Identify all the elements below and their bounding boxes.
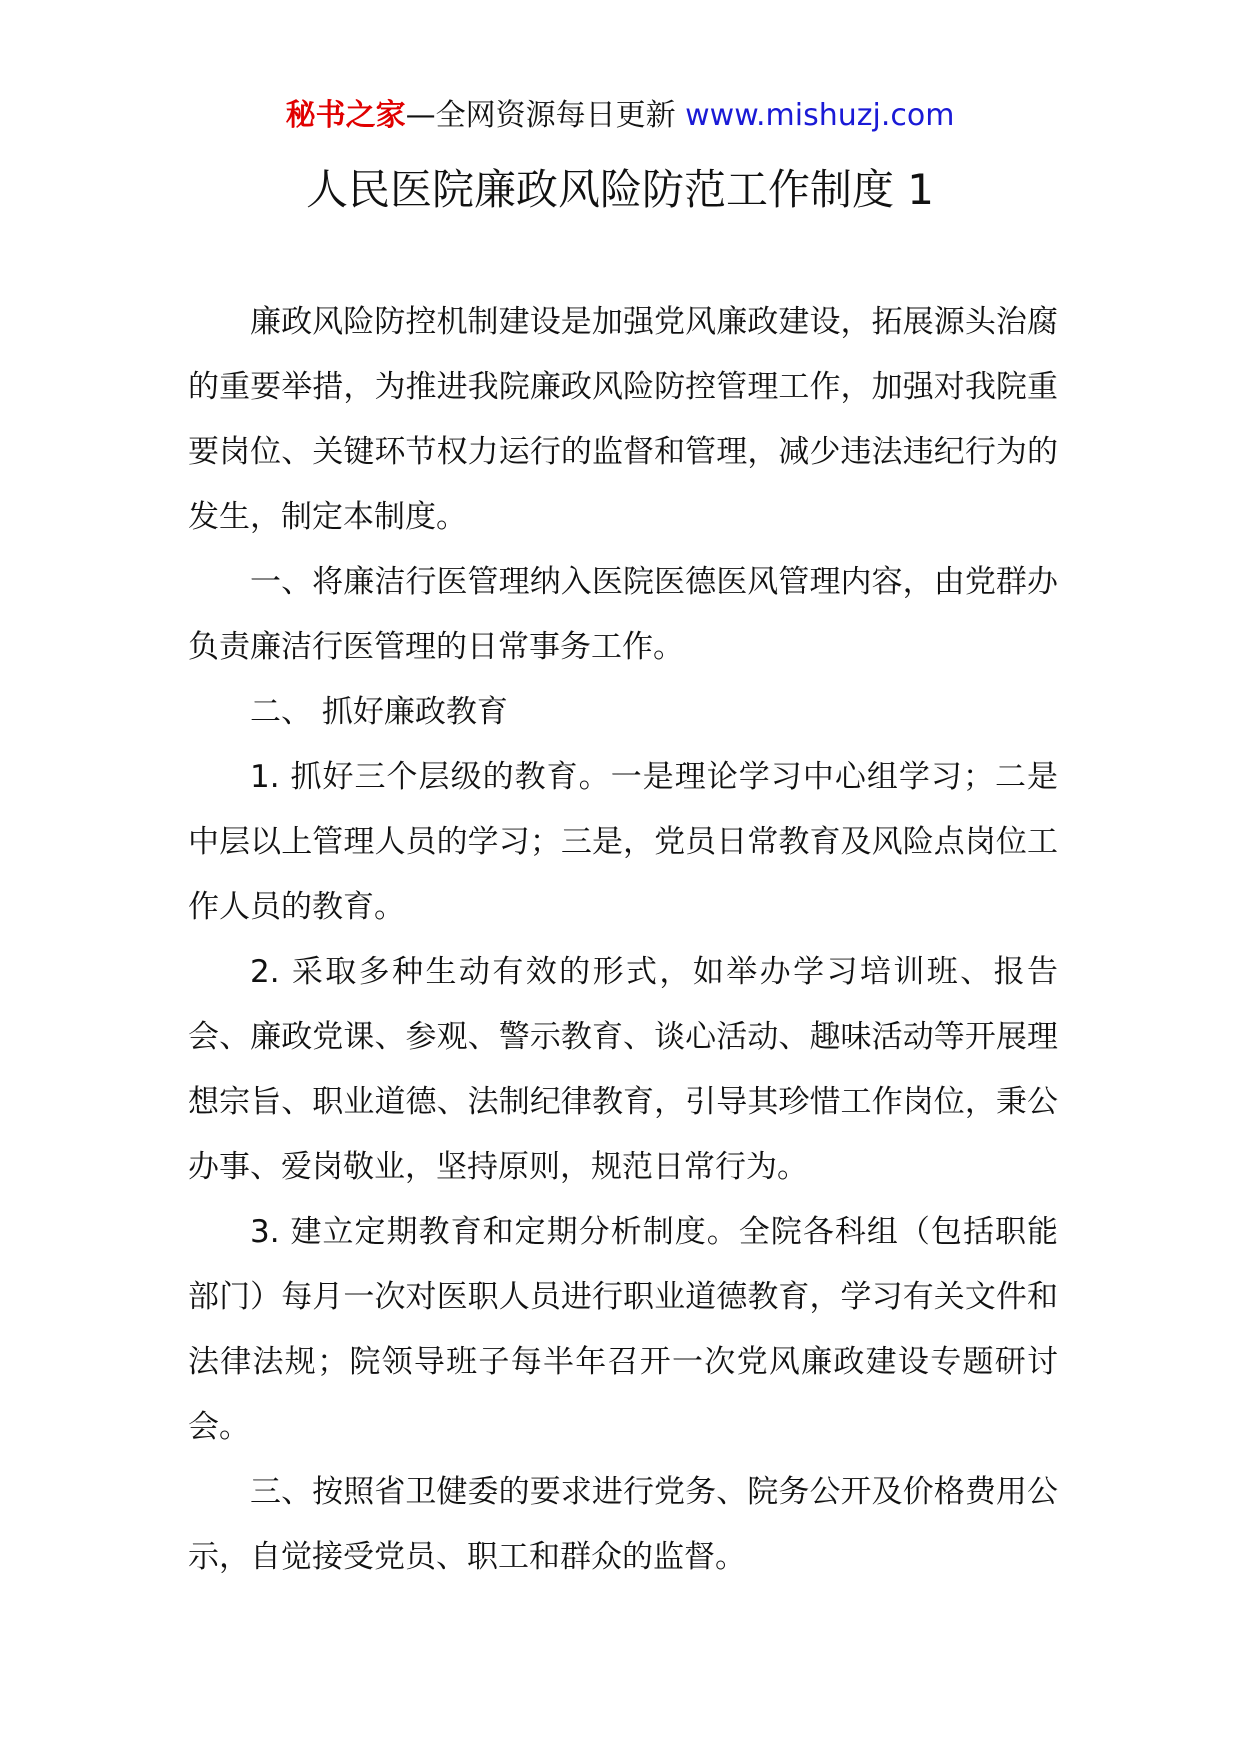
paragraph-item-1: 1. 抓好三个层级的教育。一是理论学习中心组学习；二是中层以上管理人员的学习；三是，党员日常教育及风险点岗位工作人员的教育。 (188, 759, 1058, 925)
paragraph-item-3: 3. 建立定期教育和定期分析制度。全院各科组（包括职能部门）每月一次对医职人员进行职业道德教育，学习有关文件和法律法规；院领导班子每半年召开一次党风廉政建设专题研讨会。 (188, 1214, 1058, 1445)
document-body (188, 290, 1058, 1590)
brand-tagline: —全网资源每日更新 (405, 98, 686, 133)
paragraph-section-3: 三、按照省卫健委的要求进行党务、院务公开及价格费用公示，自觉接受党员、职工和群众的监督。 (188, 1474, 1058, 1575)
site-header (0, 96, 1240, 136)
brand-name: 秘书之家 (285, 98, 406, 133)
paragraph-section-2-heading: 二、 抓好廉政教育 (250, 694, 508, 730)
document-title: 人民医院廉政风险防范工作制度 1 (305, 165, 935, 214)
paragraph-section-1: 一、将廉洁行医管理纳入医院医德医风管理内容，由党群办负责廉洁行医管理的日常事务工作。 (188, 564, 1058, 665)
paragraph-intro: 廉政风险防控机制建设是加强党风廉政建设，拓展源头治腐的重要举措，为推进我院廉政风险防控管理工作，加强对我院重要岗位、关键环节权力运行的监督和管理，减少违法违纪行为的发生，制定本制度。 (188, 304, 1058, 535)
site-url-link[interactable]: www.mishuzj.com (685, 98, 955, 133)
paragraph-item-2: 2. 采取多种生动有效的形式，如举办学习培训班、报告会、廉政党课、参观、警示教育、谈心活动、趣味活动等开展理想宗旨、职业道德、法制纪律教育，引导其珍惜工作岗位，秉公办事、爱岗敬业，坚持原则，规范日常行为。 (188, 954, 1058, 1185)
